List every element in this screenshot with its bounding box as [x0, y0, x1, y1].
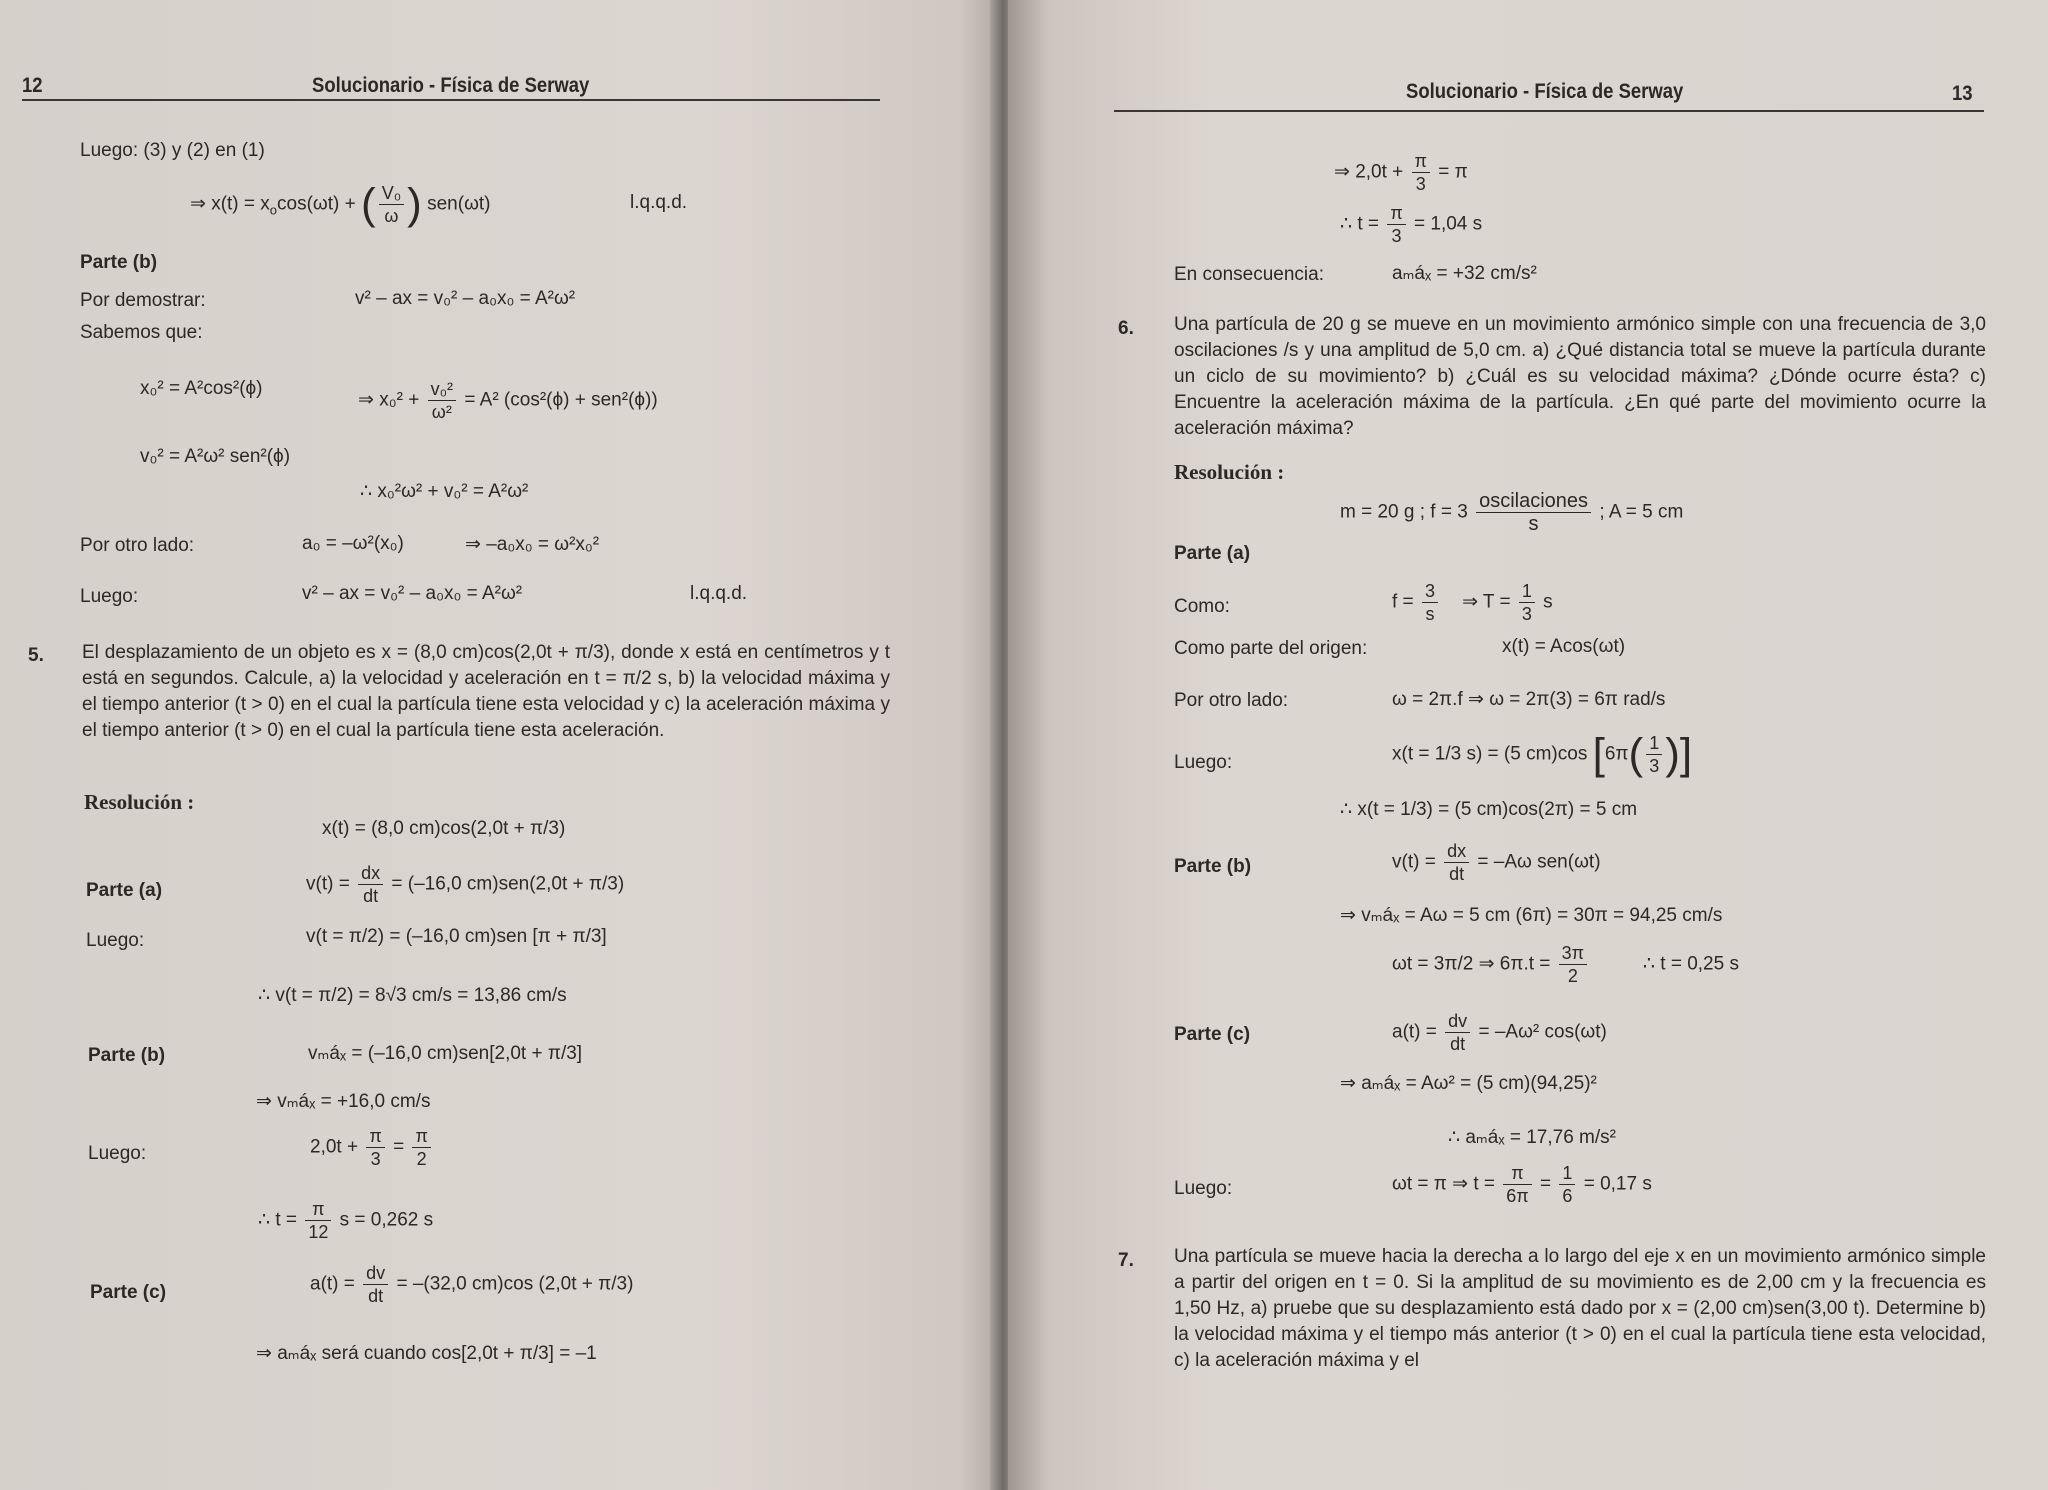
page-header: Solucionario - Física de Serway [312, 74, 590, 97]
sabemos-label: Sabemos que: [80, 322, 203, 343]
eq-part: ⇒ T = [1462, 591, 1511, 613]
eq-part: cos(ωt) + [277, 193, 356, 215]
eq-part: ∴ t = [258, 1209, 298, 1231]
equation-a0b: ⇒ –a₀x₀ = ω²x₀² [465, 534, 600, 555]
fraction: $\frac{dx}{dt}$ [1444, 840, 1469, 885]
parte-c-label: Parte (c) [90, 1282, 167, 1303]
equation-x13-2: ∴ x(t = 1/3) = (5 cm)cos(2π) = 5 cm [1340, 799, 1638, 820]
parte-b-label: Parte (b) [1174, 856, 1252, 877]
eq-part: v(t) = [1392, 851, 1436, 873]
eq-part: ⇒ 2,0t + [1334, 161, 1404, 183]
por-otro-lado-label: Por otro lado: [80, 535, 195, 556]
eq-part: s = 0,262 s [339, 1209, 434, 1231]
fraction: $\frac{1}{3}$ [1646, 732, 1662, 777]
fraction: $\frac{1}{6}$ [1559, 1162, 1575, 1207]
parte-a-label: Parte (a) [86, 880, 163, 901]
luego-label: Luego: [1174, 752, 1233, 773]
problem-number: 5. [28, 645, 44, 666]
left-page [0, 0, 1000, 1490]
equation-v5-3: ∴ v(t = π/2) = 8√3 cm/s = 13,86 cm/s [258, 985, 567, 1006]
page-header: Solucionario - Física de Serway [1406, 80, 1684, 103]
resolucion-label: Resolución : [84, 790, 195, 814]
equation-vt [1392, 840, 1601, 885]
luego-label: Luego: [1174, 1178, 1233, 1199]
eq-part: ⇒ x₀² + [358, 389, 420, 411]
fraction: $\frac{1}{3}$ [1519, 580, 1535, 625]
luego-label: Luego: [88, 1143, 147, 1164]
luego-label: Luego: [86, 930, 145, 951]
eq-part: = (–16,0 cm)sen(2,0t + π/3) [391, 873, 625, 895]
problem-number: 7. [1118, 1250, 1134, 1271]
parte-b-label: Parte (b) [80, 252, 158, 273]
eq-part: v(t) = [306, 873, 350, 895]
parte-c-label: Parte (c) [1174, 1024, 1251, 1045]
header-rule [22, 99, 880, 101]
equation-amax2: ∴ aₘáₓ = 17,76 m/s² [1448, 1127, 1616, 1148]
eq-part: a(t) = [310, 1273, 355, 1295]
fraction: $\frac{dv}{dt}$ [363, 1262, 388, 1307]
fraction: $\frac{\pi}{12}$ [305, 1198, 331, 1243]
eq-part: f = [1392, 591, 1414, 613]
text-line: Luego: (3) y (2) en (1) [80, 140, 265, 161]
eq-part: = –Aω² cos(ωt) [1478, 1021, 1607, 1043]
eq-part: = –Aω sen(ωt) [1477, 851, 1601, 873]
lqqd-label: l.q.q.d. [630, 192, 688, 213]
eq-part: ∴ t = 0,25 s [1642, 953, 1739, 975]
eq-part: m = 20 g ; f = 3 [1340, 501, 1468, 523]
lqqd-label: l.q.q.d. [690, 583, 748, 604]
eq-part: = π [1438, 161, 1468, 183]
eq-part: = [393, 1136, 405, 1158]
equation-v5 [306, 862, 624, 907]
luego-label: Luego: [80, 586, 139, 607]
eq-part: ; A = 5 cm [1599, 501, 1684, 523]
parte-a-label: Parte (a) [1174, 543, 1251, 564]
eq-part: x(t = 1/3 s) = (5 cm)cos [1392, 743, 1588, 765]
fraction: $\frac{\pi}{3}$ [1412, 150, 1430, 195]
fraction: $\frac{\pi}{3}$ [1387, 202, 1405, 247]
header-rule [1114, 110, 1984, 112]
equation-therefore: ∴ x₀²ω² + v₀² = A²ω² [360, 481, 529, 502]
fraction: $\frac{\text{v₀²}}{\text{ω²}}$ [428, 378, 456, 423]
equation-demostrar: v² – ax = v₀² – a₀x₀ = A²ω² [355, 288, 576, 309]
por-otro-lado-label: Por otro lado: [1174, 690, 1289, 711]
equation-t [310, 1125, 434, 1170]
fraction: $\frac{dv}{dt}$ [1445, 1010, 1470, 1055]
equation-data [1340, 490, 1683, 535]
eq-part: a(t) = [1392, 1021, 1437, 1043]
equation-omega: ω = 2π.f ⇒ ω = 2π(3) = 6π rad/s [1392, 689, 1666, 710]
eq-part: sen(ωt) [427, 193, 491, 215]
eq-part: 2,0t + [310, 1136, 359, 1158]
eq-part: = –(32,0 cm)cos (2,0t + π/3) [396, 1273, 634, 1295]
equation-amax: ⇒ aₘáₓ será cuando cos[2,0t + π/3] = –1 [256, 1343, 597, 1364]
problem-text: Una partícula se mueve hacia la derecha a lo largo del eje x en un movimiento armónico simple a partir del origen en t = 0. Si la amplitud de su movimiento es de 2,00 cm y la frecuencia es 1,50 Hz, a) pruebe que su desplazamiento está dado por x = (2,00 cm)sen(3,00 t). Determine b) la velocidad máxima y el tiempo más anterior (t > 0) en el cual la partícula tiene esta velocidad, c) la aceleración máxima y el [1174, 1246, 1986, 1371]
problem-number: 6. [1118, 318, 1134, 339]
parte-b-label: Parte (b) [88, 1045, 166, 1066]
eq-part: ωt = 3π/2 ⇒ 6π.t = [1392, 953, 1551, 975]
equation-x5: x(t) = (8,0 cm)cos(2,0t + π/3) [322, 818, 566, 839]
equation-at [1392, 1010, 1607, 1055]
equation-sum [358, 378, 658, 423]
fraction: $\frac{\pi}{2}$ [412, 1125, 430, 1170]
equation-r1 [1334, 150, 1468, 195]
page-number: 13 [1952, 82, 1973, 105]
equation-vmax2: ⇒ vₘáₓ = +16,0 cm/s [256, 1091, 431, 1112]
fraction: $\frac{3\pi}{2}$ [1559, 942, 1587, 987]
eq-part: = A² (cos²(ϕ) + sen²(ϕ)) [464, 389, 658, 411]
eq-part: = 1,04 s [1414, 213, 1483, 235]
fraction: $\frac{\pi}{3}$ [366, 1125, 384, 1170]
como-parte-label: Como parte del origen: [1174, 638, 1368, 659]
fraction: $\frac{3}{s}$ [1422, 580, 1438, 625]
resolucion-label: Resolución : [1174, 460, 1285, 484]
equation-vmax1: vₘáₓ = (–16,0 cm)sen[2,0t + π/3] [308, 1043, 583, 1064]
fraction: $\frac{dx}{dt}$ [358, 862, 383, 907]
fraction: $\frac{\pi}{6\pi}$ [1503, 1162, 1531, 1207]
eq-part: ∴ t = [1340, 213, 1380, 235]
equation-a5 [310, 1262, 633, 1307]
equation-vmax: ⇒ vₘáₓ = Aω = 5 cm (6π) = 30π = 94,25 cm/s [1340, 905, 1723, 926]
problem-text: Una partícula de 20 g se mueve en un movimiento armónico simple con una frecuencia de 3,0 oscilaciones /s y una amplitud de 5,0 cm. a) ¿Qué distancia total se mueve la partícula durante un ciclo de su movimiento? b) ¿Cuál es su velocidad máxima? ¿Dónde ocurre ésta? c) Encuentre la aceleración máxima de la partícula. ¿En qué parte del movimiento ocurre la aceleración máxima? [1174, 314, 1986, 439]
equation-f [1392, 580, 1553, 625]
eq-part: ωt = π ⇒ t = [1392, 1173, 1496, 1195]
equation-xacos: x(t) = Acos(ωt) [1502, 636, 1626, 657]
equation-wt [1392, 942, 1739, 987]
equation-x0sq: x₀² = A²cos²(ϕ) [140, 378, 263, 399]
equation-amax1: ⇒ aₘáₓ = Aω² = (5 cm)(94,25)² [1340, 1073, 1597, 1094]
eq-part: 6π [1604, 743, 1629, 765]
equation-tfin [1392, 1162, 1652, 1207]
como-label: Como: [1174, 596, 1230, 617]
equation-v0sq: v₀² = A²ω² sen²(ϕ) [140, 446, 291, 467]
equation-a0: a₀ = –ω²(x₀) [302, 533, 404, 554]
eq-part: = [1540, 1173, 1552, 1195]
por-demostrar-label: Por demostrar: [80, 290, 206, 311]
fraction: $\frac{\text{oscilaciones}}{s}$ [1476, 490, 1591, 535]
eq-part: s [1543, 591, 1553, 613]
equation-v5-2: v(t = π/2) = (–16,0 cm)sen [π + π/3] [306, 926, 607, 947]
equation-xt: ⇒ $x(t) = x_o\cos(\omega t)$ + ( $\frac{\text{V₀}}{\omega}$ ) sen(ωt) [190, 179, 491, 229]
equation-r2 [1340, 202, 1482, 247]
equation-t2 [258, 1198, 433, 1243]
eq-part: ⇒ x(t) = x [190, 193, 270, 215]
equation-amax-r: aₘáₓ = +32 cm/s² [1392, 263, 1537, 284]
page-number: 12 [22, 74, 43, 97]
equation-luego: v² – ax = v₀² – a₀x₀ = A²ω² [302, 583, 523, 604]
consecuencia-label: En consecuencia: [1174, 264, 1324, 285]
equation-x13: x(t = 1/3 s) = (5 cm)cos [6π( $\frac{1}{3}$ )] [1392, 729, 1693, 779]
fraction: $\frac{\text{V₀}}{\omega}$ [379, 182, 404, 227]
problem-text: El desplazamiento de un objeto es x = (8,0 cm)cos(2,0t + π/3), donde x está en centímetros y t está en segundos. Calcule, a) la velocidad y aceleración en t = π/2 s, b) la velocidad máxima y el tiempo anterior (t > 0) en el cual la partícula tiene esta velocidad y c) la aceleración máxima y el tiempo anterior (t > 0) en el cual la partícula tiene esta aceleración. [82, 642, 890, 741]
eq-part: = 0,17 s [1583, 1173, 1652, 1195]
right-page [1008, 0, 2048, 1490]
